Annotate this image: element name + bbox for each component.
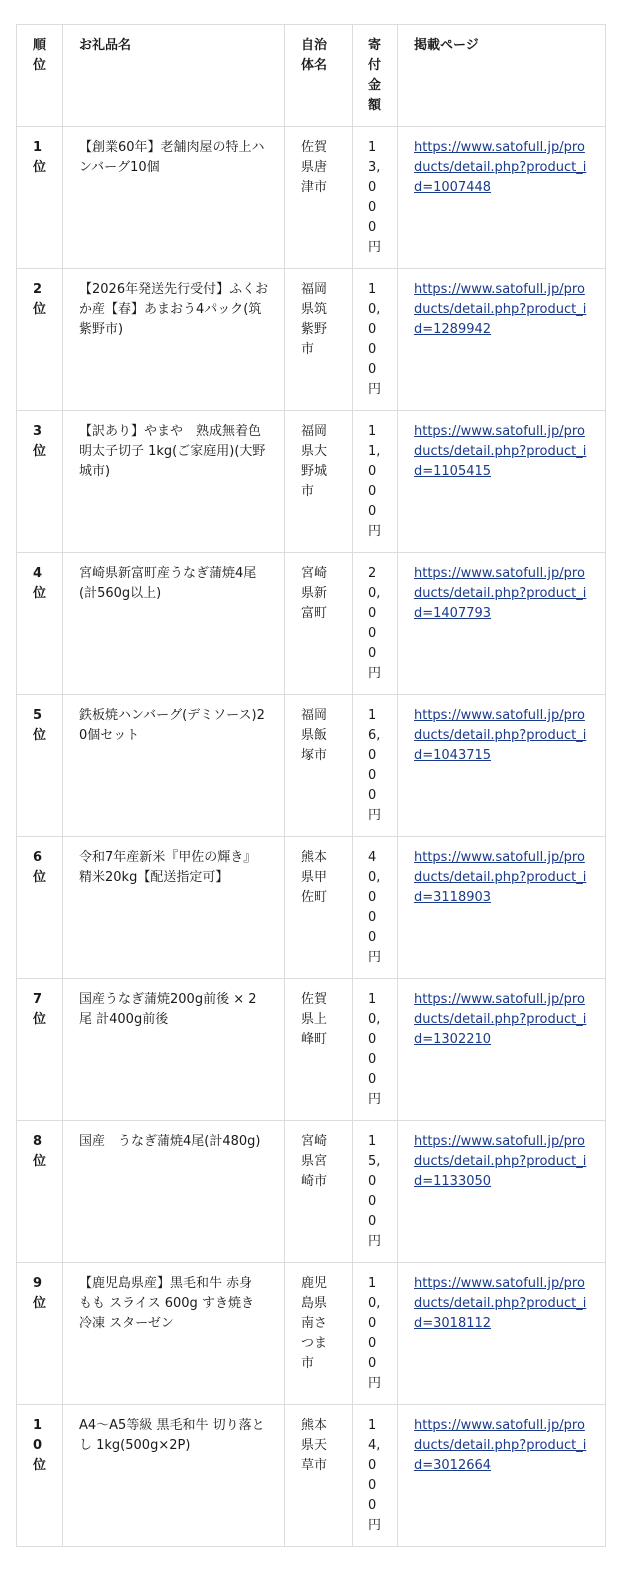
listing-page-cell (398, 979, 606, 1121)
listing-page-link[interactable]: https://www.satofull.jp/products/detail.php?product_id=1043715 (414, 708, 587, 763)
listing-page-cell (398, 695, 606, 837)
item-name-cell: 【鹿児島県産】黒毛和牛 赤身 もも スライス 600g すき焼き 冷凍 スターゼン (63, 1263, 285, 1405)
municipality-cell: 福岡県筑紫野市 (285, 269, 353, 411)
listing-page-link[interactable]: https://www.satofull.jp/products/detail.php?product_id=3018112 (414, 1276, 587, 1331)
item-name-cell: 鉄板焼ハンバーグ(デミソース)20個セット (63, 695, 285, 837)
listing-page-cell (398, 1405, 606, 1547)
header-municipality: 自治体名 (285, 25, 353, 127)
ranking-table (16, 24, 606, 1547)
municipality-cell: 宮崎県宮崎市 (285, 1121, 353, 1263)
item-name-cell: 国産 うなぎ蒲焼4尾(計480g) (63, 1121, 285, 1263)
rank-cell: 2位 (17, 269, 63, 411)
item-name-cell: 【創業60年】老舗肉屋の特上ハンバーグ10個 (63, 127, 285, 269)
table-row (17, 979, 606, 1121)
municipality-cell: 福岡県飯塚市 (285, 695, 353, 837)
listing-page-link[interactable]: https://www.satofull.jp/products/detail.php?product_id=1105415 (414, 424, 587, 479)
table-row (17, 127, 606, 269)
item-name-cell: A4～A5等級 黒毛和牛 切り落とし 1kg(500g×2P) (63, 1405, 285, 1547)
table-row (17, 837, 606, 979)
donation-amount-cell: 15,000円 (353, 1121, 398, 1263)
donation-amount-cell: 11,000円 (353, 411, 398, 553)
table-row (17, 1121, 606, 1263)
item-name-cell: 国産うなぎ蒲焼200g前後 × 2尾 計400g前後 (63, 979, 285, 1121)
donation-amount-cell: 10,000円 (353, 1263, 398, 1405)
table-row (17, 695, 606, 837)
item-name-cell: 【2026年発送先行受付】ふくおか産【春】あまおう4パック(筑紫野市) (63, 269, 285, 411)
listing-page-link[interactable]: https://www.satofull.jp/products/detail.php?product_id=3012664 (414, 1418, 587, 1473)
donation-amount-cell: 40,000円 (353, 837, 398, 979)
listing-page-cell (398, 127, 606, 269)
donation-amount-cell: 10,000円 (353, 979, 398, 1121)
listing-page-cell (398, 1121, 606, 1263)
municipality-cell: 佐賀県上峰町 (285, 979, 353, 1121)
donation-amount-cell: 20,000円 (353, 553, 398, 695)
listing-page-link[interactable]: https://www.satofull.jp/products/detail.php?product_id=1133050 (414, 1134, 587, 1189)
listing-page-cell (398, 269, 606, 411)
header-item-name: お礼品名 (63, 25, 285, 127)
municipality-cell: 宮崎県新富町 (285, 553, 353, 695)
municipality-cell: 佐賀県唐津市 (285, 127, 353, 269)
listing-page-cell (398, 411, 606, 553)
listing-page-cell (398, 553, 606, 695)
rank-cell: 4位 (17, 553, 63, 695)
donation-amount-cell: 13,000円 (353, 127, 398, 269)
listing-page-link[interactable]: https://www.satofull.jp/products/detail.php?product_id=1407793 (414, 566, 587, 621)
municipality-cell: 鹿児島県南さつま市 (285, 1263, 353, 1405)
item-name-cell: 令和7年産新米『甲佐の輝き』精米20kg【配送指定可】 (63, 837, 285, 979)
rank-cell: 5位 (17, 695, 63, 837)
rank-cell: 6位 (17, 837, 63, 979)
listing-page-link[interactable]: https://www.satofull.jp/products/detail.php?product_id=1302210 (414, 992, 587, 1047)
rank-cell: 7位 (17, 979, 63, 1121)
rank-cell: 8位 (17, 1121, 63, 1263)
header-donation-amount: 寄付金額 (353, 25, 398, 127)
rank-cell: 9位 (17, 1263, 63, 1405)
table-row (17, 553, 606, 695)
donation-amount-cell: 10,000円 (353, 269, 398, 411)
listing-page-link[interactable]: https://www.satofull.jp/products/detail.php?product_id=1007448 (414, 140, 587, 195)
table-header-row (17, 25, 606, 127)
listing-page-cell (398, 837, 606, 979)
municipality-cell: 熊本県天草市 (285, 1405, 353, 1547)
listing-page-link[interactable]: https://www.satofull.jp/products/detail.php?product_id=1289942 (414, 282, 587, 337)
header-listing-page: 掲載ページ (398, 25, 606, 127)
header-rank: 順位 (17, 25, 63, 127)
table-row (17, 411, 606, 553)
rank-cell: 1位 (17, 127, 63, 269)
municipality-cell: 熊本県甲佐町 (285, 837, 353, 979)
item-name-cell: 宮崎県新富町産うなぎ蒲焼4尾(計560g以上) (63, 553, 285, 695)
rank-cell: 10位 (17, 1405, 63, 1547)
table-row (17, 1405, 606, 1547)
rank-cell: 3位 (17, 411, 63, 553)
listing-page-cell (398, 1263, 606, 1405)
donation-amount-cell: 14,000円 (353, 1405, 398, 1547)
item-name-cell: 【訳あり】やまや 熟成無着色明太子切子 1kg(ご家庭用)(大野城市) (63, 411, 285, 553)
listing-page-link[interactable]: https://www.satofull.jp/products/detail.php?product_id=3118903 (414, 850, 587, 905)
donation-amount-cell: 16,000円 (353, 695, 398, 837)
table-row (17, 269, 606, 411)
table-row (17, 1263, 606, 1405)
municipality-cell: 福岡県大野城市 (285, 411, 353, 553)
